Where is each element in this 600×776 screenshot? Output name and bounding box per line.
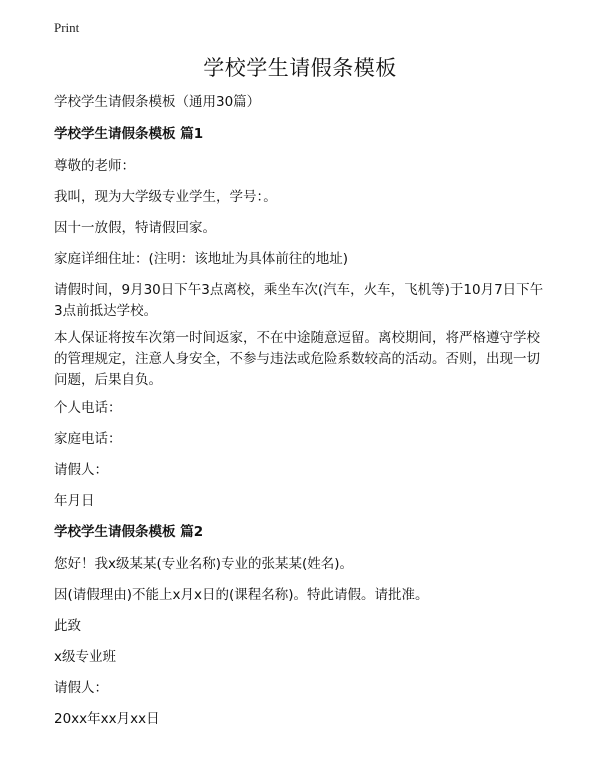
section2-paragraph-1: 您好！我x级某某(专业名称)专业的张某某(姓名)。 bbox=[54, 556, 354, 572]
section1-phone: 个人电话： bbox=[54, 400, 122, 416]
page-title: 学校学生请假条模板 bbox=[203, 56, 397, 80]
section1-paragraph-1: 我叫，现为大学级专业学生，学号：。 bbox=[54, 189, 277, 205]
section2-applicant: 请假人： bbox=[54, 680, 108, 696]
section1-greeting: 尊敬的老师： bbox=[54, 158, 135, 174]
section2-paragraph-4: x级专业班 bbox=[54, 649, 116, 665]
section1-paragraph-5: 本人保证将按车次第一时间返家，不在中途随意逗留。离校期间，将严格遵守学校的管理规定，注意人身安全，不参与违法或危险系数较高的活动。否则，出现一切问题，后果自负。 bbox=[54, 330, 540, 388]
section1-paragraph-4: 请假时间，9月30日下午3点离校，乘坐车次(汽车，火车，飞机等)于10月7日下午3点前抵达学校。 bbox=[54, 282, 544, 319]
section1-heading: 学校学生请假条模板 篇1 bbox=[54, 126, 204, 142]
section1-date: 年月日 bbox=[54, 493, 95, 509]
section1-home-phone: 家庭电话： bbox=[54, 431, 122, 447]
print-link[interactable]: Print bbox=[54, 20, 80, 35]
section2-date: 20xx年xx月xx日 bbox=[54, 711, 160, 727]
section2-paragraph-2: 因(请假理由)不能上x月x日的(课程名称)。特此请假。请批准。 bbox=[54, 587, 429, 603]
section1-paragraph-3: 家庭详细住址：(注明：该地址为具体前往的地址) bbox=[54, 251, 349, 267]
subtitle: 学校学生请假条模板（通用30篇） bbox=[54, 94, 261, 110]
section1-applicant: 请假人： bbox=[54, 462, 108, 478]
section2-heading: 学校学生请假条模板 篇2 bbox=[54, 524, 204, 540]
section2-paragraph-3: 此致 bbox=[54, 618, 81, 634]
section1-paragraph-2: 因十一放假，特请假回家。 bbox=[54, 220, 216, 236]
